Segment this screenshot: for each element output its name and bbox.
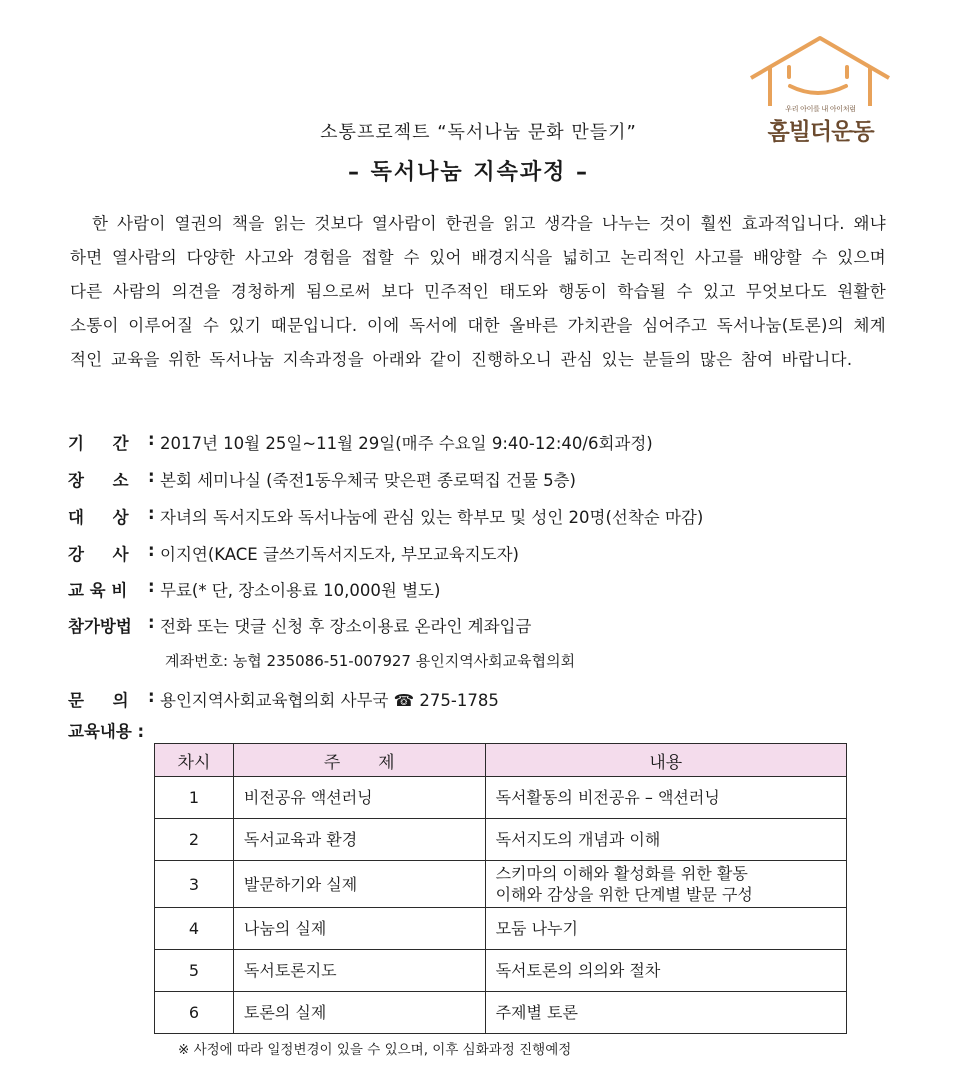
table-row [155,819,847,861]
session-content: 독서지도의 개념과 이해 [485,819,846,861]
session-number: 6 [155,992,234,1034]
bank-account: 계좌번호: 농협 235086-51-007927 용인지역사회교육협의회 [165,652,576,670]
session-number: 1 [155,777,234,819]
logo-slogan: 우리 아이를 내 아이처럼 [785,105,856,113]
session-content: 모둠 나누기 [485,908,846,950]
info-label: 참가방법 [68,617,132,636]
info-value: 이지연(KACE 글쓰기독서지도자, 부모교육지도자) [160,545,519,564]
document-subtitle: 소통프로젝트 “독서나눔 문화 만들기” [320,122,637,143]
info-colon: : [148,687,155,706]
table-row [155,992,847,1034]
document-title: – 독서나눔 지속과정 – [348,160,589,185]
session-number: 3 [155,861,234,908]
info-value: 용인지역사회교육협의회 사무국 ☎ 275-1785 [160,691,499,710]
education-content-label: 교육내용 : [68,722,145,741]
session-number: 4 [155,908,234,950]
session-content [485,861,846,908]
session-content-line: 이해와 감상을 위한 단계별 발문 구성 [495,885,753,904]
session-topic: 독서토론지도 [233,950,485,992]
info-label: 장 소 [68,471,129,490]
footnote: ※ 사정에 따라 일정변경이 있을 수 있으며, 이후 심화과정 진행예정 [178,1042,572,1058]
info-colon: : [148,541,155,560]
info-label: 강 사 [68,545,129,564]
house-smile-icon [748,34,893,109]
info-colon: : [148,430,155,449]
info-label: 문 의 [68,691,129,710]
session-topic: 발문하기와 실제 [233,861,485,908]
logo-brand: 홈빌더운동 [767,119,874,145]
info-value: 자녀의 독서지도와 독서나눔에 관심 있는 학부모 및 성인 20명(선착순 마감) [160,508,704,527]
column-header-topic: 주 제 [233,744,485,777]
column-header-session: 차시 [155,744,234,777]
session-topic: 나눔의 실제 [233,908,485,950]
info-label: 기 간 [68,434,129,453]
session-content-line: 스키마의 이해와 활성화를 위한 활동 [495,864,748,883]
info-label: 교 육 비 [68,581,128,600]
session-content: 독서활동의 비전공유 – 액션러닝 [485,777,846,819]
session-content: 독서토론의 의의와 절차 [485,950,846,992]
info-colon: : [148,467,155,486]
column-header-content: 내용 [485,744,846,777]
info-colon: : [148,504,155,523]
info-label: 대 상 [68,508,129,527]
intro-paragraph: 한 사람이 열권의 책을 읽는 것보다 열사람이 한권을 읽고 생각을 나누는 것이 훨씬 효과적입니다. 왜냐하면 열사람의 다양한 사고와 경험을 접할 수 있어 배경지식을 넓히고 논리적인 사고를 배양할 수 있으며 다른 사람의 의견을 경청하게 됨으로써 보다 민주적인 태도와 행동이 학습될 수 있고 무엇보다도 원활한 소통이 이루어질 수 있기 때문입니다. 이에 독서에 대한 올바른 가치관을 심어주고 독서나눔(토론)의 체계적인 교육을 위한 독서나눔 지속과정을 아래와 같이 진행하오니 관심 있는 분들의 많은 참여 바랍니다. [70,214,886,369]
info-value: 2017년 10월 25일~11월 29일(매주 수요일 9:40-12:40/6회과정) [160,434,653,453]
table-header-row [155,744,847,777]
info-colon: : [148,577,155,596]
info-colon: : [148,613,155,632]
info-value: 전화 또는 댓글 신청 후 장소이용료 온라인 계좌입금 [160,617,532,636]
table-row [155,777,847,819]
session-number: 5 [155,950,234,992]
session-topic: 비전공유 액션러닝 [233,777,485,819]
session-content: 주제별 토론 [485,992,846,1034]
table-row [155,861,847,908]
table-row [155,950,847,992]
session-number: 2 [155,819,234,861]
session-topic: 토론의 실제 [233,992,485,1034]
curriculum-table [154,743,847,1034]
info-value: 본회 세미나실 (죽전1동우체국 맞은편 종로떡집 건물 5층) [160,471,576,490]
table-row [155,908,847,950]
session-topic: 독서교육과 환경 [233,819,485,861]
info-value: 무료(* 단, 장소이용료 10,000원 별도) [160,581,441,600]
